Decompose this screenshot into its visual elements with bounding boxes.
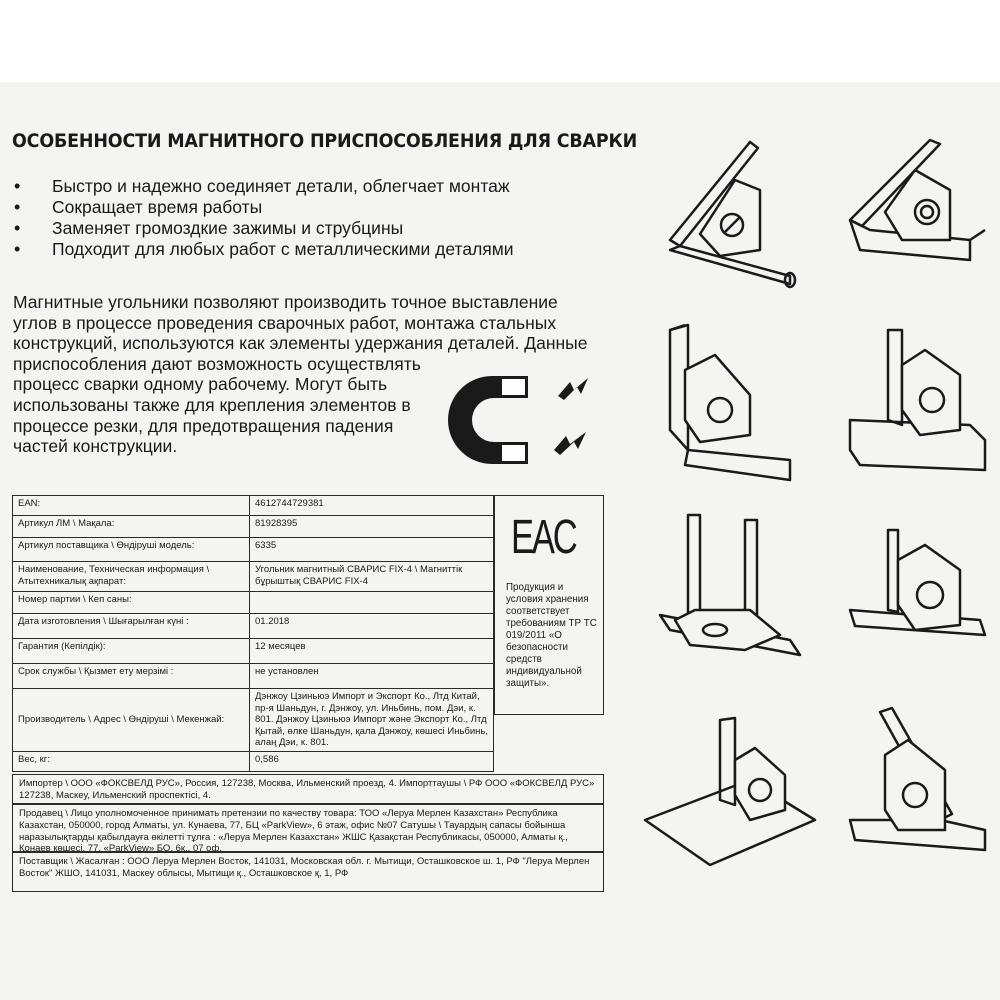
bullet-icon: • xyxy=(14,239,21,259)
table-row: Срок службы \ Қызмет ету мерзімі : не установлен xyxy=(13,664,494,689)
bullet-icon: • xyxy=(14,176,21,196)
illustration-corner-tube xyxy=(670,325,790,480)
feature-item: • Подходит для любых работ с металлическими деталями xyxy=(14,239,514,259)
table-row: Артикул поставщика \ Өндіруші модель: 6335 xyxy=(13,538,494,562)
table-row: Дата изготовления \ Шығарылған күні : 01.2018 xyxy=(13,614,494,639)
magnetic-square-illustration xyxy=(640,130,1000,890)
table-row: Производитель \ Адрес \ Өндіруші \ Мекенжай: Дэнжоу Цзиньюэ Импорт и Экспорт Ко., Лтд Китай, пр-я Шаньдун, г. Дэнжоу, ул. Иньбинь, пом. Дэи, к. 801. Дэнжоу Цзиньюэ Импорт және Экспорт Ко., Лтд Қытай, өлке Шаньдун, қала Дэнжоу, көшесі Иньбинь, алаң Дэи, к. 801. xyxy=(13,689,494,752)
feature-list xyxy=(14,176,654,260)
spark-icon xyxy=(554,432,586,455)
bullet-icon: • xyxy=(14,218,21,238)
eac-logo: EAC xyxy=(511,511,576,564)
illustration-round-bar xyxy=(670,142,795,287)
feature-item: • Быстро и надежно соединяет детали, облегчает монтаж xyxy=(14,176,510,196)
spark-icon xyxy=(558,378,588,400)
table-row: Артикул ЛМ \ Мақала: 81928395 xyxy=(13,516,494,538)
magnet-pole-bottom xyxy=(502,445,525,461)
illustration-t-joint xyxy=(850,330,985,470)
importer-info: Импортер \ ООО «ФОКСВЕЛД РУС», Россия, 127238, Москва, Ильменский проезд, 4. Импорттаушы \ РФ ООО «ФОКСВЕЛД РУС» 127238, Маскеу, Ильменский проспектісі, 4. xyxy=(12,774,604,804)
illustration-angle-plate xyxy=(850,530,985,635)
magnet-icon xyxy=(436,370,606,470)
eac-certification-box xyxy=(494,495,604,715)
illustration-slanted-bar xyxy=(850,708,985,850)
eac-note: Продукция и условия хранения соответствует требованиям ТР ТС 019/2011 «О безопасности средств индивидуальной защиты». xyxy=(506,582,597,689)
page-title: ОСОБЕННОСТИ МАГНИТНОГО ПРИСПОСОБЛЕНИЯ ДЛЯ СВАРКИ xyxy=(12,130,638,152)
spec-table xyxy=(12,495,494,772)
table-row: Гарантия (Кепілдік): 12 месяцев xyxy=(13,639,494,664)
magnet-pole-top xyxy=(502,379,525,395)
table-row: EAN: 4612744729381 xyxy=(13,496,494,516)
table-row: Номер партии \ Кеп саны: xyxy=(13,592,494,614)
feature-item: • Заменяет громоздкие зажимы и струбцины xyxy=(14,218,404,238)
feature-item: • Сокращает время работы xyxy=(14,197,263,217)
bullet-icon: • xyxy=(14,197,21,217)
illustration-base-plate xyxy=(645,718,815,865)
illustration-square-profile xyxy=(850,140,985,260)
supplier-info: Поставщик \ Жасалған : ООО Леруа Мерлен Восток, 141031, Московская обл. г. Мытищи, Осташковское ш. 1, РФ "Леруа Мерлен Восток" ЖШО, 141031, Маскеу облысы, Мытищи қ., Осташковское қ, 1, РФ xyxy=(12,852,604,892)
description: Магнитные угольники позволяют производить точное выставление углов в процессе проведения сварочных работ, монтажа стальных конструкций, используются как элементы удержания деталей. Данные приспособления дают возможность осуществлять процесс сварки одному рабочему. Могут быть использованы также для крепления элементов в процессе резки, для предотвращения падения частей конструкции. xyxy=(13,292,588,457)
table-row: Вес, кг: 0,586 xyxy=(13,751,494,771)
seller-info: Продавец \ Лицо уполномоченное принимать претензии по качеству товара: ТОО «Леруа Мерлен Казахстан» Республика Казахстан, 050000, город Алматы, ул. Кунаева, 77, БЦ «ParkView», 6 этаж, офис №07 Сатушы \ Тауардың сапасы бойынша наразылықтарды қабылдауға өкілетті тұлға : «Леруа Мерлен Казахстан» ЖШС Қазақстан Республикасы, 050000, Алматы қ., Қонаев көшесі, 77, «ParkView» БО, 6қ., 07 оф. xyxy=(12,804,604,852)
table-row: Наименование, Техническая информация \ Атытехникалық ақпарат: Угольник магнитный СВАРИС FIX-4 \ Магниттік бұрыштық СВАРИС FIX-4 xyxy=(13,562,494,592)
illustration-double-post xyxy=(660,515,800,655)
